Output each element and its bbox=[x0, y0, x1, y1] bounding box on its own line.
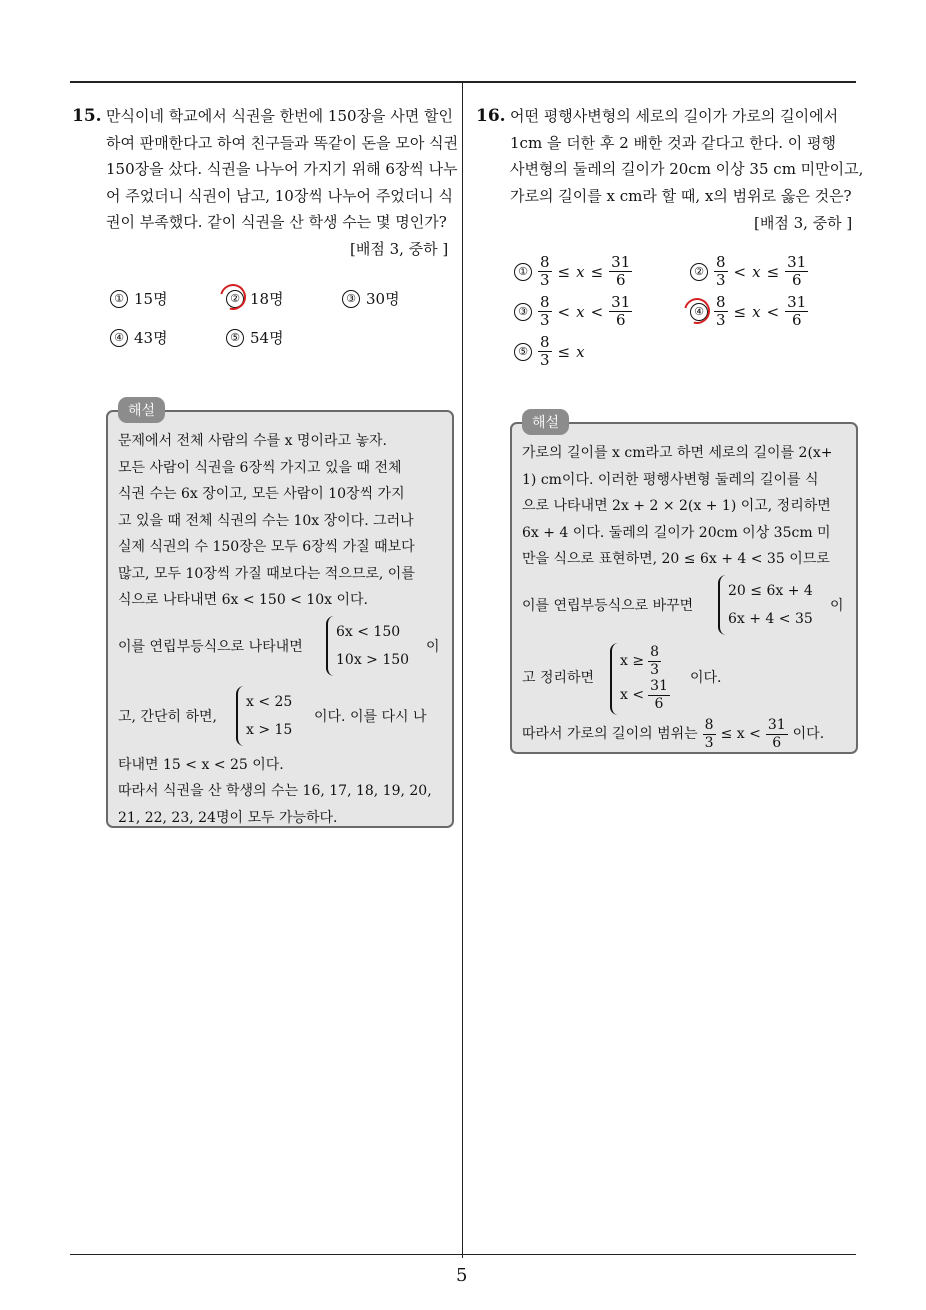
fraction: $\frac{8}{3}$ bbox=[540, 293, 550, 329]
q15-option-3[interactable] bbox=[342, 288, 400, 309]
sol-system-post: 이다. 이를 다시 나 bbox=[314, 708, 427, 725]
fraction: $\frac{8}{3}$ bbox=[704, 716, 714, 751]
option-number: ③ bbox=[342, 290, 360, 308]
q16-solution-text bbox=[522, 440, 852, 752]
sol-system-post: 이 bbox=[830, 597, 844, 614]
fraction: $\frac{8}{3}$ bbox=[716, 253, 726, 289]
option-variable: x bbox=[752, 302, 761, 321]
sol-brace bbox=[610, 643, 670, 715]
q15-line-1: 만식이네 학교에서 식권을 한번에 150장을 사면 할인 bbox=[106, 107, 454, 125]
q16-option-1[interactable] bbox=[514, 254, 632, 289]
fraction: $\frac{8}{3}$ bbox=[650, 644, 659, 678]
sol-final-line: 따라서 가로의 길이의 범위는 $\frac{8}{3}$ ≤ x < $\frac{31}{6}$ 이다. bbox=[522, 716, 825, 751]
q15-line-3: 150장을 샀다. 식권을 나누어 가지기 위해 6장씩 나누 bbox=[106, 160, 458, 178]
sol-brace bbox=[718, 575, 813, 635]
option-number: ① bbox=[110, 290, 128, 308]
sol-brace-line: 20 ≤ 6x + 4 bbox=[728, 582, 813, 599]
option-symbol: ≤ bbox=[590, 262, 604, 281]
option-text: 18명 bbox=[250, 290, 284, 308]
sol-line: 식으로 나타내면 6x < 150 < 10x 이다. bbox=[118, 592, 369, 608]
sol-system-2 bbox=[118, 686, 448, 750]
fraction: $\frac{31}{6}$ bbox=[787, 253, 807, 289]
sol-line: 문제에서 전체 사람의 수를 x 명이라고 놓자. bbox=[118, 433, 387, 449]
option-variable: x bbox=[576, 342, 585, 361]
sol-line: 고 있을 때 전체 식권의 수는 10x 장이다. 그러나 bbox=[118, 512, 414, 529]
sol-line: 많고, 모두 10장씩 가질 때보다는 적으므로, 이를 bbox=[118, 565, 415, 582]
option-symbol: ≤ bbox=[557, 342, 571, 361]
sol-brace-line: 6x < 150 bbox=[336, 623, 401, 640]
q15-option-4[interactable] bbox=[110, 327, 168, 348]
option-text: 30명 bbox=[366, 290, 400, 308]
sol-brace-line: x ≥ $\frac{8}{3}$ bbox=[620, 644, 659, 678]
fraction: $\frac{8}{3}$ bbox=[540, 253, 550, 289]
q16-line-1: 어떤 평행사변형의 세로의 길이가 가로의 길이에서 bbox=[510, 107, 839, 125]
q15-option-1[interactable] bbox=[110, 288, 168, 309]
q15-option-5[interactable] bbox=[226, 327, 284, 348]
sol-system-2 bbox=[522, 643, 852, 715]
option-number: ⑤ bbox=[514, 343, 532, 361]
sol-line: 타내면 15 < x < 25 이다. bbox=[118, 756, 284, 773]
q15-line-5: 권이 부족했다. 같이 식권을 산 학생 수는 몇 명인가? bbox=[106, 213, 447, 231]
sol-line: 실제 식권의 수 150장은 모두 6장씩 가질 때보다 bbox=[118, 539, 415, 555]
q16-option-2[interactable] bbox=[690, 254, 808, 289]
q16-question-text bbox=[510, 103, 864, 209]
fraction: $\frac{31}{6}$ bbox=[767, 716, 786, 751]
fraction: $\frac{8}{3}$ bbox=[540, 333, 550, 369]
q16-line-2: 1cm 을 더한 후 2 배한 것과 같다고 한다. 이 평행 bbox=[510, 133, 837, 152]
option-variable: x bbox=[576, 302, 585, 321]
q15-answer-mark bbox=[215, 279, 251, 315]
option-symbol: < bbox=[590, 302, 604, 321]
option-number: ④ bbox=[110, 329, 128, 347]
sol-brace-line: x < $\frac{31}{6}$ bbox=[620, 678, 668, 712]
q16-score: [배점 3, 중하 ] bbox=[754, 214, 853, 232]
fraction: $\frac{31}{6}$ bbox=[787, 293, 807, 329]
option-variable: x bbox=[752, 262, 761, 281]
sol-brace-line: x > 15 bbox=[246, 721, 293, 738]
sol-line: 1) cm이다. 이러한 평행사변형 둘레의 길이를 식 bbox=[522, 471, 819, 488]
q16-number: 16. bbox=[476, 106, 506, 126]
sol-system-pre: 고 정리하면 bbox=[522, 669, 595, 686]
option-number: ③ bbox=[514, 303, 532, 321]
footer-rule bbox=[70, 1254, 856, 1255]
q16-solution-tag: 해설 bbox=[522, 409, 569, 435]
sol-line: 으로 나타내면 2x + 2 × 2(x + 1) 이고, 정리하면 bbox=[522, 498, 831, 514]
sol-brace bbox=[326, 616, 409, 676]
option-symbol: < bbox=[733, 262, 747, 281]
sol-system-pre: 이를 연립부등식으로 바꾸면 bbox=[522, 597, 694, 614]
fraction: $\frac{31}{6}$ bbox=[650, 678, 668, 712]
sol-system-1 bbox=[522, 575, 852, 639]
q16-option-5[interactable] bbox=[514, 334, 585, 369]
sol-line: 6x + 4 이다. 둘레의 길이가 20cm 이상 35cm 미 bbox=[522, 524, 831, 541]
sol-line: 가로의 길이를 x cm라고 하면 세로의 길이를 2(x+ bbox=[522, 445, 833, 461]
sol-system-1 bbox=[118, 616, 448, 680]
q16-option-3[interactable] bbox=[514, 294, 632, 329]
option-number: ② bbox=[226, 290, 244, 308]
option-symbol: ≤ bbox=[733, 302, 747, 321]
q15-number: 15. bbox=[72, 106, 102, 126]
sol-line: 따라서 식권을 산 학생의 수는 16, 17, 18, 19, 20, bbox=[118, 783, 432, 799]
header-rule bbox=[70, 81, 856, 83]
sol-system-post: 이 bbox=[426, 638, 440, 655]
option-number: ② bbox=[690, 263, 708, 281]
q15-line-4: 어 주었더니 식권이 남고, 10장씩 나누어 주었더니 식 bbox=[106, 186, 454, 205]
option-text: 54명 bbox=[250, 329, 284, 347]
page-number: 5 bbox=[456, 1265, 468, 1286]
sol-brace-line: 6x + 4 < 35 bbox=[728, 610, 813, 627]
q16-line-4: 가로의 길이를 x cm라 할 때, x의 범위로 옳은 것은? bbox=[510, 186, 852, 205]
sol-system-pre: 이를 연립부등식으로 나타내면 bbox=[118, 638, 303, 655]
fraction: $\frac{31}{6}$ bbox=[611, 293, 631, 329]
sol-brace-line: x < 25 bbox=[246, 693, 293, 710]
option-symbol: < bbox=[766, 302, 780, 321]
fraction: $\frac{31}{6}$ bbox=[611, 253, 631, 289]
option-number: ⑤ bbox=[226, 329, 244, 347]
q15-solution-tag: 해설 bbox=[118, 397, 165, 423]
sol-brace bbox=[236, 686, 292, 746]
sol-brace-line: 10x > 150 bbox=[336, 651, 410, 668]
option-number: ④ bbox=[690, 303, 708, 321]
option-symbol: ≤ bbox=[766, 262, 780, 281]
option-text: 15명 bbox=[134, 290, 168, 308]
option-symbol: ≤ bbox=[557, 262, 571, 281]
fraction: $\frac{8}{3}$ bbox=[716, 293, 726, 329]
q15-solution-text bbox=[118, 428, 448, 831]
sol-system-post: 이다. bbox=[690, 669, 722, 686]
column-divider bbox=[462, 82, 463, 1258]
q15-line-2: 하여 판매한다고 하여 친구들과 똑같이 돈을 모아 식권 bbox=[106, 133, 459, 152]
sol-line: 모든 사람이 식권을 6장씩 가지고 있을 때 전체 bbox=[118, 459, 402, 476]
option-variable: x bbox=[576, 262, 585, 281]
option-text: 43명 bbox=[134, 329, 168, 347]
option-symbol: < bbox=[557, 302, 571, 321]
q16-line-3: 사변형의 둘레의 길이가 20cm 이상 35 cm 미만이고, bbox=[510, 160, 864, 178]
sol-line: 식권 수는 6x 장이고, 모든 사람이 10장씩 가지 bbox=[118, 486, 405, 502]
q15-question-text bbox=[106, 103, 458, 236]
sol-system-pre: 고, 간단히 하면, bbox=[118, 708, 217, 725]
sol-line: 만을 식으로 표현하면, 20 ≤ 6x + 4 < 35 이므로 bbox=[522, 551, 830, 567]
sol-line: 21, 22, 23, 24명이 모두 가능하다. bbox=[118, 809, 338, 826]
option-number: ① bbox=[514, 263, 532, 281]
q15-score: [배점 3, 중하 ] bbox=[350, 240, 449, 258]
